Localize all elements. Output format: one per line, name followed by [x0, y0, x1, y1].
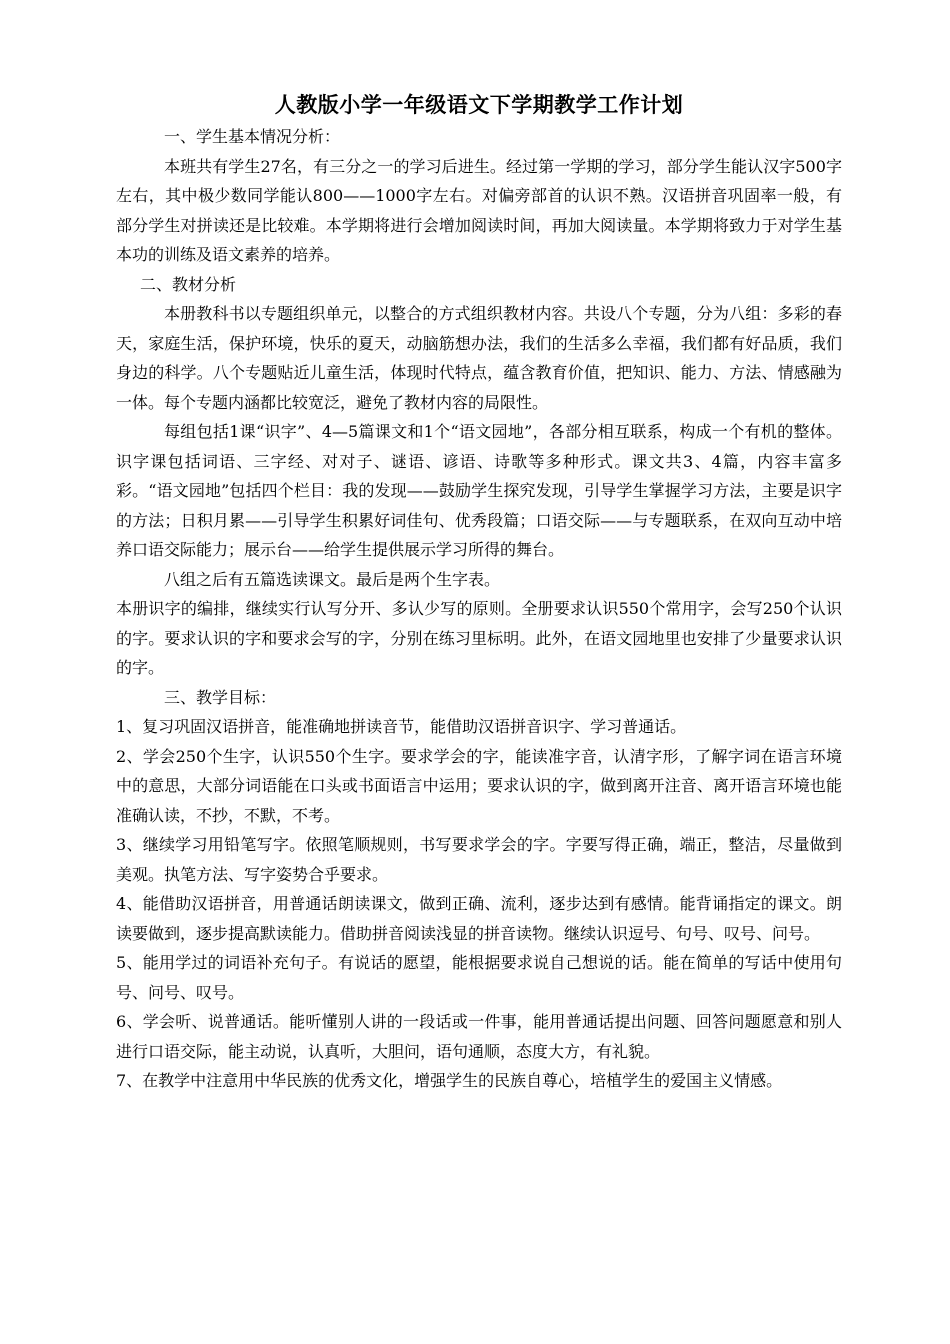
goal-item: 1、复习巩固汉语拼音，能准确地拼读音节，能借助汉语拼音识字、学习普通话。 — [116, 717, 687, 736]
goal-item: 6、学会听、说普通话。能听懂别人讲的一段话或一件事，能用普通话提出问题、回答问题愿意和别人进行口语交际，能主动说，认真听，大胆问，语句通顺，态度大方，有礼貌。 — [116, 1012, 842, 1061]
section-1-heading: 一、学生基本情况分析： — [164, 127, 341, 146]
goal-item: 2、学会250个生字，认识550个生字。要求学会的字，能读准字音，认清字形，了解字词在语言环境中的意思，大部分词语能在口头或书面语言中运用；要求认识的字，做到离开注音、离开语言环境也能准确认读，不抄，不默，不考。 — [116, 746, 842, 825]
section-2-paragraph: 八组之后有五篇选读课文。最后是两个生字表。 — [164, 569, 501, 589]
section-1-paragraph: 本班共有学生27名，有三分之一的学习后进生。经过第一学期的学习，部分学生能认汉字500字左右，其中极少数同学能认800——1000字左右。对偏旁部首的认识不熟。汉语拼音巩固率一般，有部分学生对拼读还是比较难。本学期将进行会增加阅读时间，再加大阅读量。本学期将致力于对学生基本功的训练及语文素养的培养。 — [116, 156, 842, 264]
section-3-heading: 三、教学目标： — [164, 687, 277, 707]
section-2-paragraph: 每组包括1课“识字”、4—5篇课文和1个“语文园地”，各部分相互联系，构成一个有机的整体。识字课包括词语、三字经、对对子、谜语、谚语、诗歌等多种形式。课文共3、4篇，内容丰富多彩。“语文园地”包括四个栏目：我的发现——鼓励学生探究发现，引导学生掌握学习方法，主要是识字的方法；日积月累——引导学生积累好词佳句、优秀段篇；口语交际——与专题联系，在双向互动中培养口语交际能力；展示台——给学生提供展示学习所得的舞台。 — [116, 422, 842, 559]
goal-item: 5、能用学过的词语补充句子。有说话的愿望，能根据要求说自己想说的话。能在简单的写话中使用句号、问号、叹号。 — [116, 953, 842, 1002]
section-2-paragraph: 本册识字的编排，继续实行认写分开、多认少写的原则。全册要求认识550个常用字，会写250个认识的字。要求认识的字和要求会写的字，分别在练习里标明。此外，在语文园地里也安排了少量要求认识的字。 — [116, 599, 842, 677]
section-2-heading: 二、教材分析 — [140, 274, 237, 294]
goal-item: 3、继续学习用铅笔写字。依照笔顺规则，书写要求学会的字。字要写得正确，端正，整洁，尽量做到美观。执笔方法、写字姿势合乎要求。 — [116, 835, 842, 884]
goal-item: 4、能借助汉语拼音，用普通话朗读课文，做到正确、流利，逐步达到有感情。能背诵指定的课文。朗读要做到，逐步提高默读能力。借助拼音阅读浅显的拼音读物。继续认识逗号、句号、叹号、问号。 — [116, 894, 842, 943]
goal-item: 7、在教学中注意用中华民族的优秀文化，增强学生的民族自尊心，培植学生的爱国主义情感。 — [116, 1071, 783, 1090]
section-2-paragraph: 本册教科书以专题组织单元，以整合的方式组织教材内容。共设八个专题，分为八组：多彩的春天，家庭生活，保护环境，快乐的夏天，动脑筋想办法，我们的生活多么幸福，我们都有好品质，我们身边的科学。八个专题贴近儿童生活，体现时代特点，蕴含教育价值，把知识、能力、方法、情感融为一体。每个专题内涵都比较宽泛，避免了教材内容的局限性。 — [116, 304, 842, 412]
document-title: 人教版小学一年级语文下学期教学工作计划 — [274, 92, 684, 117]
